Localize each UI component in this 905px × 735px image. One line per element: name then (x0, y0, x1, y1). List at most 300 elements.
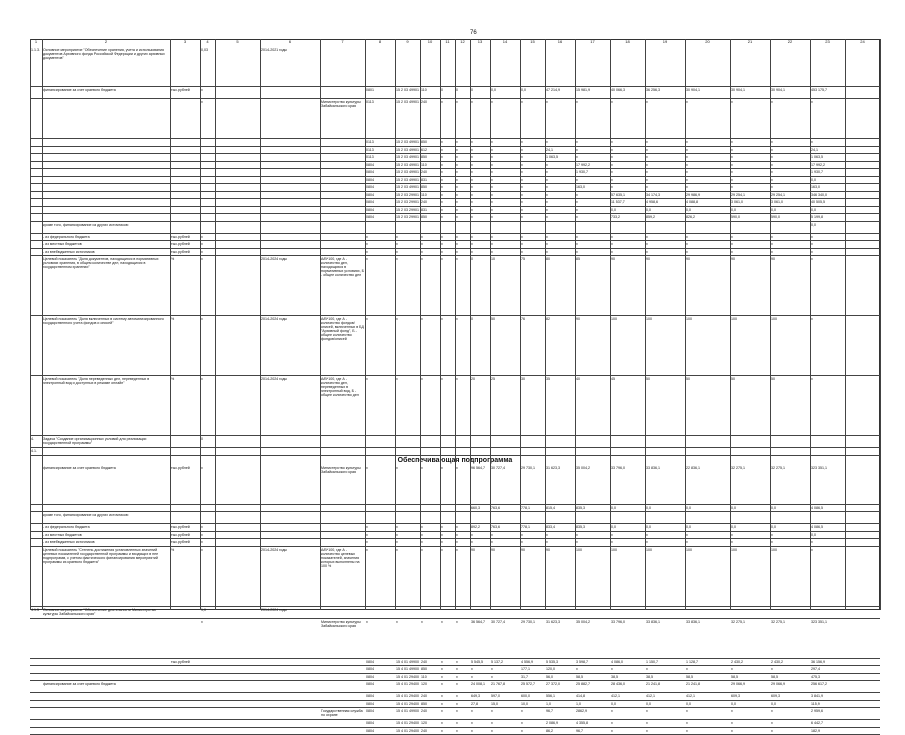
row-value: 0,0 (771, 525, 809, 529)
row-value: 346 340,0 (811, 193, 844, 197)
row-value: х (521, 155, 544, 159)
row-value: х (471, 170, 489, 174)
row-value: 0801 (366, 88, 394, 92)
row-value: х (366, 242, 394, 246)
row-value: 323 351,1 (811, 620, 844, 624)
row-value: х (686, 709, 729, 713)
row-value: х (546, 185, 574, 189)
row-unit: тыс.рублей (171, 242, 199, 246)
row-value: х (456, 193, 469, 197)
row-value: 29 254,1 (771, 193, 809, 197)
column-divider (520, 39, 521, 610)
row-value: х (396, 257, 419, 261)
row-value: 609,3 (771, 694, 809, 698)
row-value: х (611, 667, 644, 671)
row-value: 850 (421, 155, 439, 159)
row-value: х (471, 242, 489, 246)
row-value: 0804 (366, 215, 394, 219)
column-number: 18 (610, 39, 645, 44)
row-value: х (771, 163, 809, 167)
row-value: 3 061,0 (771, 200, 809, 204)
row-value: х (456, 667, 469, 671)
column-number: 15 (520, 39, 545, 44)
row-value: 0,0 (731, 506, 769, 510)
row-value: х (576, 235, 609, 239)
row-value: 0,0 (771, 208, 809, 212)
row-value: х (456, 257, 469, 261)
row-value: 0,0 (771, 506, 809, 510)
row-value: 24,1 (546, 148, 574, 152)
row-value: 0,0 (731, 208, 769, 212)
row-value: х (546, 100, 574, 104)
row-value: х (441, 620, 454, 624)
row-value: 600,0 (521, 694, 544, 698)
row-value: 0,0 (686, 525, 729, 529)
row-value: х (576, 667, 609, 671)
row-value: х (686, 140, 729, 144)
row-value: 5 199,8 (811, 215, 844, 219)
row-value: х (491, 675, 519, 679)
row-value: х (546, 540, 574, 544)
row-value: х (491, 155, 519, 159)
row-value: х (611, 721, 644, 725)
row-value: х (686, 235, 729, 239)
row-value: х (521, 533, 544, 537)
row-value: 590,0 (731, 215, 769, 219)
row-value: х (546, 163, 574, 167)
row-label: кроме того, финансирование из других источников: (43, 223, 169, 227)
row-value: 32 275,1 (771, 620, 809, 624)
row-value: х (491, 215, 519, 219)
row-value: 85 (576, 257, 609, 261)
row-value: х (771, 235, 809, 239)
row-value: 609,3 (731, 694, 769, 698)
row-value: 50 (686, 377, 729, 381)
row-value: х (396, 540, 419, 544)
column-number: 4 (200, 39, 215, 44)
row-value: 0804 (366, 694, 394, 698)
row-unit: тыс.рублей (171, 88, 199, 92)
row-value: 15,0 (491, 702, 519, 706)
column-divider (880, 39, 881, 610)
row-value: х (811, 540, 844, 544)
row-value: 27,8 (471, 702, 489, 706)
row-org: Министерство культуры Забайкальского края (321, 466, 364, 474)
row-value: х (441, 257, 454, 261)
row-value: х (576, 155, 609, 159)
row-value: х (421, 533, 439, 537)
row-value: 15 4 01 29400 (396, 729, 419, 733)
row-value: 36 256,3 (646, 88, 684, 92)
row-value: х (731, 729, 769, 733)
row-value: 0804 (366, 667, 394, 671)
row-value: 4 355,8 (576, 721, 609, 725)
row-value: х (811, 548, 844, 552)
row-value: х (441, 540, 454, 544)
row-weight: х (201, 548, 214, 552)
row-value: 590,0 (771, 215, 809, 219)
row-value: х (396, 250, 419, 254)
row-value: 100 (771, 548, 809, 552)
column-number: 8 (365, 39, 395, 44)
column-divider (215, 39, 216, 610)
row-value: х (456, 100, 469, 104)
row-value: 3 061,0 (731, 200, 769, 204)
row-value: х (576, 242, 609, 246)
column-divider (685, 39, 686, 610)
row-value: 3 841,9 (811, 694, 844, 698)
row-value: 177,1 (521, 667, 544, 671)
row-value: х (421, 525, 439, 529)
row-value: х (396, 377, 419, 381)
row-value: х (491, 140, 519, 144)
row-value: 0804 (366, 675, 394, 679)
row-value: х (441, 155, 454, 159)
column-number: 10 (420, 39, 440, 44)
row-value: х (646, 533, 684, 537)
row-value: 31 623,3 (546, 620, 574, 624)
row-value: 2862,9 (576, 709, 609, 713)
row-value: 90 (521, 548, 544, 552)
row-value: х (546, 250, 574, 254)
row-value: х (576, 100, 609, 104)
row-value: 0 (456, 88, 469, 92)
row-weight: х (201, 257, 214, 261)
row-value: 15 2 03 49901 (396, 170, 419, 174)
row-value: х (441, 317, 454, 321)
row-value: х (576, 148, 609, 152)
row-value: х (471, 675, 489, 679)
row-value: х (441, 548, 454, 552)
row-value: 1 150,7 (646, 660, 684, 664)
row-value: 0,0 (731, 702, 769, 706)
row-value: х (811, 377, 844, 381)
row-value: 850 (421, 667, 439, 671)
row-value: х (521, 100, 544, 104)
row-value: х (456, 242, 469, 246)
row-value: 0,0 (731, 525, 769, 529)
row-value: х (456, 155, 469, 159)
column-number: 12 (455, 39, 470, 44)
row-weight: х (201, 525, 214, 529)
column-number: 5 (215, 39, 260, 44)
row-value: х (456, 548, 469, 552)
row-value: х (396, 533, 419, 537)
row-value: х (731, 100, 769, 104)
row-period: 2014-2021 годы (261, 48, 319, 52)
row-value: х (441, 200, 454, 204)
column-number: 20 (685, 39, 730, 44)
row-value: 110 (421, 88, 439, 92)
row-value: х (396, 235, 419, 239)
row-value: 33 796,0 (611, 466, 644, 470)
row-value: 0,0 (611, 506, 644, 510)
row-value: х (456, 208, 469, 212)
row-value: х (456, 200, 469, 204)
row-value: 1 930,7 (811, 170, 844, 174)
row-value: х (521, 729, 544, 733)
row-value: 58,5 (771, 675, 809, 679)
row-value: 0,0 (521, 88, 544, 92)
row-value: х (456, 540, 469, 544)
row-org: А/В*100, где А - количество фондов/описей, включенных в БД "Архивный фонд", Б - общее количество фондов/описей (321, 317, 364, 341)
row-value: х (686, 250, 729, 254)
row-value: х (686, 170, 729, 174)
row-value: 35 004,2 (576, 620, 609, 624)
row-value: х (731, 140, 769, 144)
row-label: Задача "Создание организационных условий для реализации государственной программы" (43, 437, 169, 445)
row-value: 86,2 (546, 729, 574, 733)
row-value: 30 904,1 (771, 88, 809, 92)
row-value: х (731, 242, 769, 246)
row-value: х (521, 163, 544, 167)
row-label: финансирование за счет краевого бюджета (43, 682, 169, 686)
row-value: 1 063,5 (546, 155, 574, 159)
row-value: 32 275,1 (731, 620, 769, 624)
row-value: х (646, 170, 684, 174)
row-value: 4 556,9 (521, 660, 544, 664)
row-value: х (441, 185, 454, 189)
column-divider (320, 39, 321, 610)
column-number: 6 (260, 39, 320, 44)
row-value: 31,7 (521, 675, 544, 679)
row-value: х (471, 533, 489, 537)
row-value: 0,0 (611, 702, 644, 706)
row-value: 35 004,2 (576, 466, 609, 470)
row-value: х (576, 250, 609, 254)
row-value: 15 2 03 49901 (396, 88, 419, 92)
row-value: х (611, 185, 644, 189)
row-value: 21 241,8 (646, 682, 684, 686)
row-value: х (366, 250, 394, 254)
row-value: 240 (421, 660, 439, 664)
row-weight: 0,03 (201, 48, 214, 52)
row-value: х (646, 140, 684, 144)
row-value: 5 137,2 (491, 660, 519, 664)
row-value: 30 904,1 (686, 88, 729, 92)
row-label: Основное мероприятие "Обеспечение деятельности Министерства культуры Забайкальского края" (43, 608, 169, 616)
row-value: х (471, 208, 489, 212)
row-value: х (646, 178, 684, 182)
column-divider (490, 39, 491, 610)
column-divider (545, 39, 546, 610)
row-value: х (441, 193, 454, 197)
row-value: х (441, 148, 454, 152)
row-value: 0804 (366, 170, 394, 174)
row-value: х (611, 250, 644, 254)
row-value: х (771, 540, 809, 544)
row-value: х (686, 533, 729, 537)
row-value: 0 (441, 88, 454, 92)
row-value: х (646, 250, 684, 254)
row-value: х (396, 525, 419, 529)
row-value: 0,0 (646, 506, 684, 510)
row-value: х (611, 100, 644, 104)
row-value: 2 086,9 (546, 721, 574, 725)
row-value: х (471, 100, 489, 104)
row-label: Целевой показатель "Степень достижения установленных значений целевых показателей государственной программы и входящих в нее подпрограмм, с учетом фактического финансирования мероприятий программы из краевого бюджета" (43, 548, 169, 564)
row-value: х (491, 533, 519, 537)
row-value: х (441, 242, 454, 246)
row-value: 733,2 (611, 215, 644, 219)
row-number: 1.1.3. (31, 48, 41, 52)
row-value: 297,4 (811, 667, 844, 671)
row-value: х (441, 694, 454, 698)
row-value: 100 (771, 317, 809, 321)
row-value: х (646, 185, 684, 189)
row-value: 38,5 (611, 675, 644, 679)
row-value: 17 992,2 (811, 163, 844, 167)
row-value: 15 2 03 29901 (396, 208, 419, 212)
row-value: х (421, 377, 439, 381)
row-value: 96,7 (576, 729, 609, 733)
row-value: х (686, 667, 729, 671)
row-value: х (731, 533, 769, 537)
row-value: 0113 (366, 155, 394, 159)
row-value: х (456, 163, 469, 167)
row-value: х (646, 667, 684, 671)
row-value: х (441, 702, 454, 706)
row-value: х (811, 140, 844, 144)
row-value: х (521, 185, 544, 189)
row-value: х (731, 250, 769, 254)
row-value: 4 088,8 (686, 200, 729, 204)
row-value: 182,9 (811, 729, 844, 733)
row-value: х (521, 709, 544, 713)
row-value: 76 (521, 317, 544, 321)
row-value: х (441, 660, 454, 664)
row-value: 4 086,5 (811, 525, 844, 529)
row-weight: х (201, 620, 214, 624)
row-value: х (811, 250, 844, 254)
row-value: х (491, 193, 519, 197)
column-number: 14 (490, 39, 520, 44)
column-divider (470, 39, 471, 610)
row-value: х (521, 140, 544, 144)
column-divider (645, 39, 646, 610)
row-value: х (456, 682, 469, 686)
row-value: х (686, 721, 729, 725)
row-value: 412,1 (646, 694, 684, 698)
row-value: 15 2 03 49901 (396, 163, 419, 167)
row-value: х (686, 100, 729, 104)
row-value: х (471, 540, 489, 544)
row-value: х (731, 540, 769, 544)
row-weight: х (201, 235, 214, 239)
row-value: 115,9 (811, 702, 844, 706)
row-value: х (471, 250, 489, 254)
row-value: 90 (576, 317, 609, 321)
row-value: 815,4 (546, 506, 574, 510)
row-value: х (441, 140, 454, 144)
row-value: 100 (686, 317, 729, 321)
row-value: х (611, 170, 644, 174)
row-value: х (441, 729, 454, 733)
row-value: х (731, 667, 769, 671)
row-value: 15 2 03 49901 (396, 140, 419, 144)
row-value: х (491, 100, 519, 104)
column-number: 23 (810, 39, 845, 44)
row-unit: % (171, 257, 199, 261)
row-value: 15 2 03 49901 (396, 100, 419, 104)
row-value: 0804 (366, 660, 394, 664)
table-row (30, 701, 880, 709)
column-number: 24 (845, 39, 880, 44)
column-number: 19 (645, 39, 685, 44)
row-value: 1 128,7 (686, 660, 729, 664)
row-value: 50 (491, 317, 519, 321)
row-value: 120,0 (546, 667, 574, 671)
row-value: х (611, 235, 644, 239)
row-unit: % (171, 548, 199, 552)
row-value: х (576, 200, 609, 204)
row-value: х (611, 155, 644, 159)
row-value: х (771, 709, 809, 713)
column-divider (610, 39, 611, 610)
column-number: 9 (395, 39, 420, 44)
row-period: 2014-2024 годы (261, 608, 319, 612)
row-value: х (611, 709, 644, 713)
row-number: 4. (31, 437, 41, 441)
row-value: х (646, 155, 684, 159)
row-value: 0,0 (811, 223, 844, 227)
row-value: х (441, 215, 454, 219)
row-value: х (646, 235, 684, 239)
row-value: х (421, 317, 439, 321)
row-value: 1,0 (546, 702, 574, 706)
row-value: х (521, 242, 544, 246)
row-value: 36 564,7 (471, 620, 489, 624)
row-value: х (456, 215, 469, 219)
row-value: х (686, 185, 729, 189)
row-value: х (576, 193, 609, 197)
row-value: х (491, 729, 519, 733)
row-value: х (441, 525, 454, 529)
row-value: х (521, 250, 544, 254)
column-number: 3 (170, 39, 200, 44)
row-value: х (421, 620, 439, 624)
row-value: х (456, 178, 469, 182)
row-value: х (441, 163, 454, 167)
row-value: х (811, 100, 844, 104)
row-value: х (456, 709, 469, 713)
row-value: 29 066,9 (771, 682, 809, 686)
row-value: х (731, 185, 769, 189)
row-org: Министерство культуры Забайкальского края (321, 100, 364, 108)
column-divider (810, 39, 811, 610)
row-value: 597,0 (491, 694, 519, 698)
row-value: 33 836,1 (686, 620, 729, 624)
row-value: 33 836,1 (646, 620, 684, 624)
row-value: 90 (771, 257, 809, 261)
row-value: х (771, 533, 809, 537)
row-org: А/В*100, где А - количество целевых показателей, значения которых выполнены на 100 % (321, 548, 364, 568)
row-value: х (611, 242, 644, 246)
column-number: 7 (320, 39, 365, 44)
row-value: 5 535,3 (546, 660, 574, 664)
row-value: 90 (546, 548, 574, 552)
row-value: 240 (421, 729, 439, 733)
row-unit: % (171, 377, 199, 381)
row-value: 556,1 (546, 694, 574, 698)
row-value: 21 767,8 (491, 682, 519, 686)
row-weight: х (201, 540, 214, 544)
row-value: х (471, 200, 489, 204)
row-value: 660,3 (471, 506, 489, 510)
row-label: - из местных бюджетов (43, 533, 169, 537)
row-value: 25 882,7 (576, 682, 609, 686)
row-value: х (686, 148, 729, 152)
